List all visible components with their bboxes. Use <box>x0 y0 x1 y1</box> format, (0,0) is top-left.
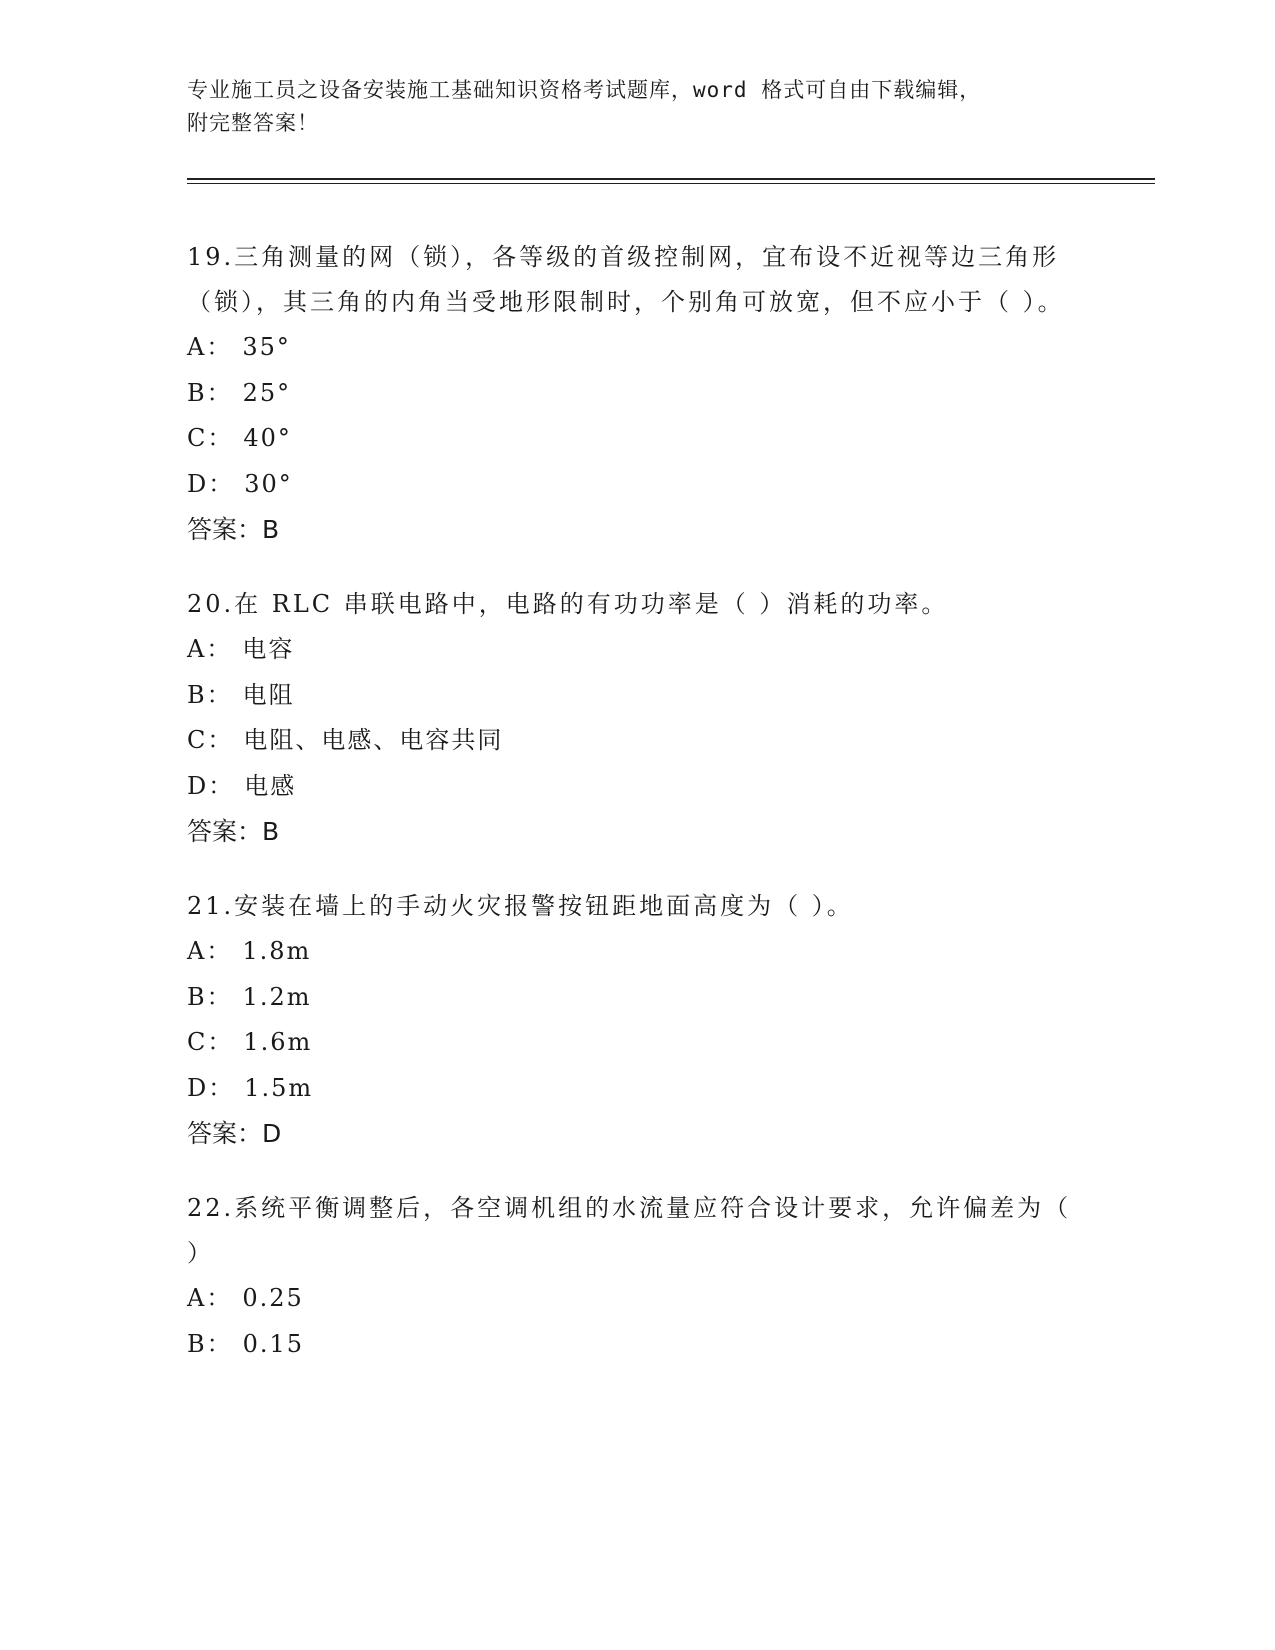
option-d <box>187 1066 1087 1112</box>
option-text: 0.15 <box>242 1329 305 1358</box>
option-a <box>187 929 1087 975</box>
answer-line: 答案：B <box>187 817 280 846</box>
option-text: 40° <box>243 424 292 452</box>
answer-line: 答案：B <box>187 515 280 544</box>
option-b <box>187 975 1087 1021</box>
option-a <box>187 325 1087 371</box>
option-b <box>187 371 1087 417</box>
option-text: 电阻、电感、电容共同 <box>243 726 504 754</box>
header-divider-thin <box>187 183 1155 184</box>
question-stem: 22.系统平衡调整后，各空调机组的水流量应符合设计要求，允许偏差为（ ） <box>187 1194 1072 1267</box>
option-label: B： <box>187 982 233 1011</box>
option-label: C： <box>187 424 234 452</box>
option-label: B： <box>187 1329 233 1358</box>
option-a <box>187 1276 1087 1322</box>
option-c <box>187 718 1087 764</box>
header-line-2: 附完整答案！ <box>187 111 319 135</box>
option-text: 1.5m <box>244 1073 314 1102</box>
answer-line: 答案：D <box>187 1119 282 1148</box>
option-text: 电阻 <box>242 680 295 709</box>
option-text: 25° <box>242 378 292 407</box>
option-label: B： <box>187 378 233 407</box>
option-label: D： <box>187 771 235 800</box>
question-20 <box>187 582 1087 854</box>
option-text: 电感 <box>244 771 297 800</box>
question-19 <box>187 235 1087 552</box>
option-b <box>187 1322 1087 1368</box>
option-label: C： <box>187 726 234 754</box>
option-label: C： <box>187 1028 234 1056</box>
option-a <box>187 627 1087 673</box>
header-line-1: 专业施工员之设备安装施工基础知识资格考试题库，word 格式可自由下载编辑， <box>187 78 982 102</box>
header-divider <box>187 178 1155 180</box>
option-text: 1.8m <box>242 937 312 965</box>
option-b <box>187 673 1087 719</box>
question-stem: 21.安装在墙上的手动火灾报警按钮距地面高度为（ ）。 <box>187 892 854 920</box>
option-text: 1.2m <box>242 982 312 1011</box>
option-text: 1.6m <box>243 1028 313 1056</box>
option-label: A： <box>187 635 233 663</box>
option-c <box>187 416 1087 462</box>
option-c <box>187 1020 1087 1066</box>
option-d <box>187 462 1087 508</box>
option-text: 30° <box>244 469 293 498</box>
option-label: A： <box>187 937 233 965</box>
option-label: A： <box>187 333 233 361</box>
option-label: A： <box>187 1284 233 1312</box>
option-text: 电容 <box>242 635 295 663</box>
question-22 <box>187 1186 1087 1367</box>
option-label: D： <box>187 469 235 498</box>
option-label: B： <box>187 680 233 709</box>
question-stem: 20.在 RLC 串联电路中，电路的有功功率是（ ）消耗的功率。 <box>187 590 949 618</box>
question-list <box>187 235 1087 1397</box>
question-21 <box>187 884 1087 1156</box>
option-d <box>187 764 1087 810</box>
option-text: 35° <box>242 333 291 361</box>
option-text: 0.25 <box>242 1284 304 1312</box>
question-stem: 19.三角测量的网（锁），各等级的首级控制网，宜布设不近视等边三角形（锁），其三角的内角当受地形限制时，个别角可放宽，但不应小于（ ）。 <box>187 243 1065 316</box>
option-label: D： <box>187 1073 235 1102</box>
document-header <box>187 74 1087 140</box>
